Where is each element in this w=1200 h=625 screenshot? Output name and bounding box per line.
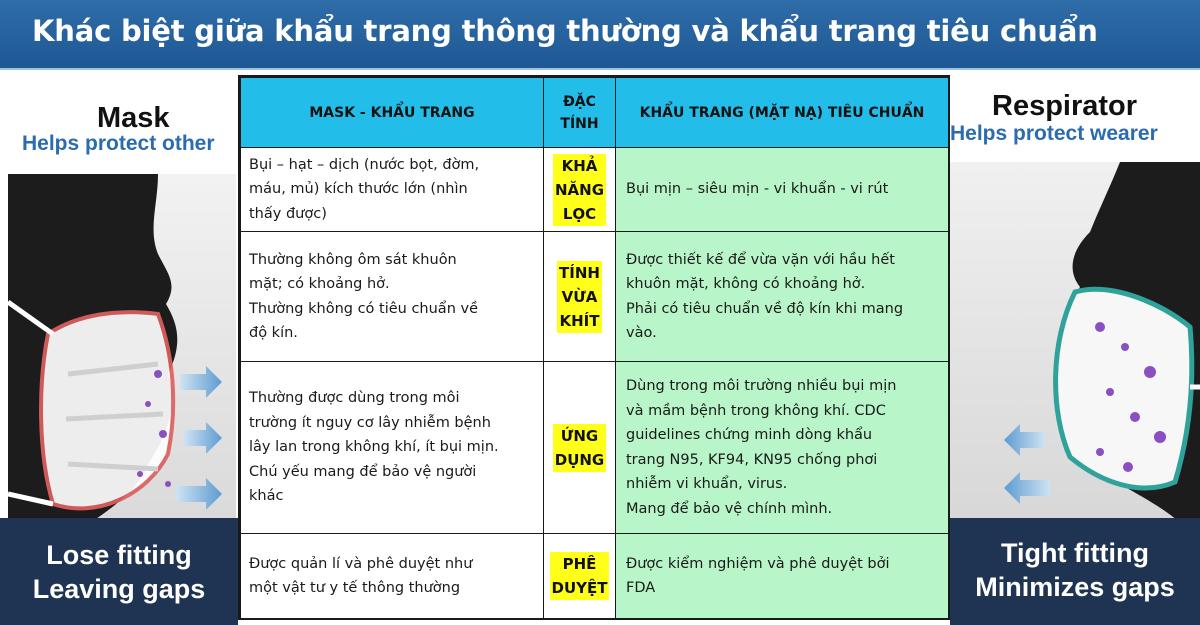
standard-cell — [616, 362, 949, 534]
cell-line: Được quản lí và phê duyệt như — [249, 555, 473, 572]
table-row — [241, 362, 949, 534]
respirator-panel — [950, 72, 1200, 625]
cell-line: mặt; có khoảng hở. — [249, 276, 390, 292]
cell-line: trường ít nguy cơ lây nhiễm bệnh — [249, 414, 491, 431]
header-feature — [544, 78, 616, 148]
table-row — [241, 148, 949, 232]
cell-line: Bụi – hạt – dịch (nước bọt, đờm, — [249, 156, 480, 173]
cell-line: Mang để bảo vệ chính mình. — [626, 500, 833, 517]
cell-line: Thường được dùng trong môi — [249, 390, 460, 407]
standard-cell — [616, 148, 949, 232]
feature-line: KHÍT — [559, 311, 600, 330]
cell-line: khác — [249, 488, 284, 505]
feature-label — [557, 261, 602, 333]
feature-cell — [544, 232, 616, 362]
cell-line: thấy được) — [249, 205, 327, 222]
feature-line: PHÊ — [562, 555, 597, 573]
feature-line: TÍNH — [559, 263, 600, 282]
cell-line: Dùng trong môi trường nhiều bụi mịn — [626, 378, 897, 394]
mask-cell — [241, 148, 544, 232]
cell-line: Thường không ôm sát khuôn — [249, 251, 457, 268]
respirator-subtitle: Helps protect wearer — [950, 122, 1158, 145]
standard-cell — [616, 232, 949, 362]
feature-line: VỪA — [561, 287, 598, 306]
mask-panel — [0, 72, 238, 625]
feature-line: LỌC — [562, 204, 597, 223]
feature-line: DỤNG — [554, 450, 605, 469]
cell-line: Phải có tiêu chuẩn về độ kín khi mang — [626, 300, 904, 317]
cell-line: Thường không có tiêu chuẩn về — [249, 300, 478, 317]
feature-line: DUYỆT — [551, 579, 608, 597]
table-header-row — [241, 78, 949, 148]
feature-line: NĂNG — [554, 180, 605, 199]
feature-label — [553, 424, 607, 472]
respirator-illustration — [950, 162, 1200, 542]
table-row — [241, 232, 949, 362]
mask-subtitle: Helps protect other — [22, 132, 215, 155]
feature-line: ỨNG — [560, 426, 599, 445]
cell-line: FDA — [626, 580, 656, 596]
feature-cell — [544, 534, 616, 619]
mask-cell — [241, 362, 544, 534]
cell-line: độ kín. — [249, 325, 298, 341]
cell-line: Chú yếu mang để bảo vệ người — [249, 463, 477, 480]
mask-illustration — [8, 174, 236, 549]
table-row — [241, 534, 949, 619]
mask-fit-line1: Lose fitting — [46, 540, 192, 570]
feature-cell — [544, 362, 616, 534]
mask-cell — [241, 232, 544, 362]
respirator-title: Respirator — [992, 90, 1138, 122]
mask-title: Mask — [97, 102, 170, 134]
cell-line: trang N95, KF94, KN95 chống phơi — [626, 451, 878, 468]
cell-line: guidelines chứng minh dòng khẩu — [626, 427, 873, 443]
cell-line: máu, mủ) kích thước lớn (nhìn — [249, 181, 468, 198]
cell-line: và mầm bệnh trong không khí. CDC — [626, 402, 886, 419]
mask-cell — [241, 534, 544, 619]
header-feature-line1: ĐẶC — [563, 93, 596, 110]
standard-cell — [616, 534, 949, 619]
title-banner — [0, 0, 1200, 70]
feature-cell — [544, 148, 616, 232]
comparison-table — [238, 75, 950, 620]
header-standard: KHẨU TRANG (MẶT NẠ) TIÊU CHUẨN — [616, 78, 949, 148]
cell-line: Được kiểm nghiệm và phê duyệt bởi — [626, 555, 890, 572]
page-title: Khác biệt giữa khẩu trang thông thường và khẩu trang tiêu chuẩn — [32, 14, 1098, 48]
cell-line: vào. — [626, 325, 657, 341]
respirator-fit-line2: Minimizes gaps — [975, 572, 1175, 602]
respirator-fit-line1: Tight fitting — [1001, 538, 1149, 568]
cell-line: một vật tư y tế thông thường — [249, 580, 461, 596]
cell-line: Bụi mịn – siêu mịn - vi khuẩn - vi rút — [626, 181, 889, 198]
cell-line: khuôn mặt, không có khoảng hở. — [626, 276, 866, 292]
feature-label — [553, 154, 606, 226]
cell-line: nhiễm vi khuẩn, virus. — [626, 476, 788, 492]
header-feature-line2: TÍNH — [560, 115, 599, 132]
cell-line: Được thiết kế để vừa vặn với hầu hết — [626, 251, 895, 268]
feature-label — [550, 552, 610, 600]
feature-line: KHẢ — [561, 156, 598, 175]
mask-fit-line2: Leaving gaps — [32, 574, 206, 604]
header-mask: MASK - KHẨU TRANG — [241, 78, 544, 148]
cell-line: lây lan trong không khí, ít bụi mịn. — [249, 439, 499, 456]
